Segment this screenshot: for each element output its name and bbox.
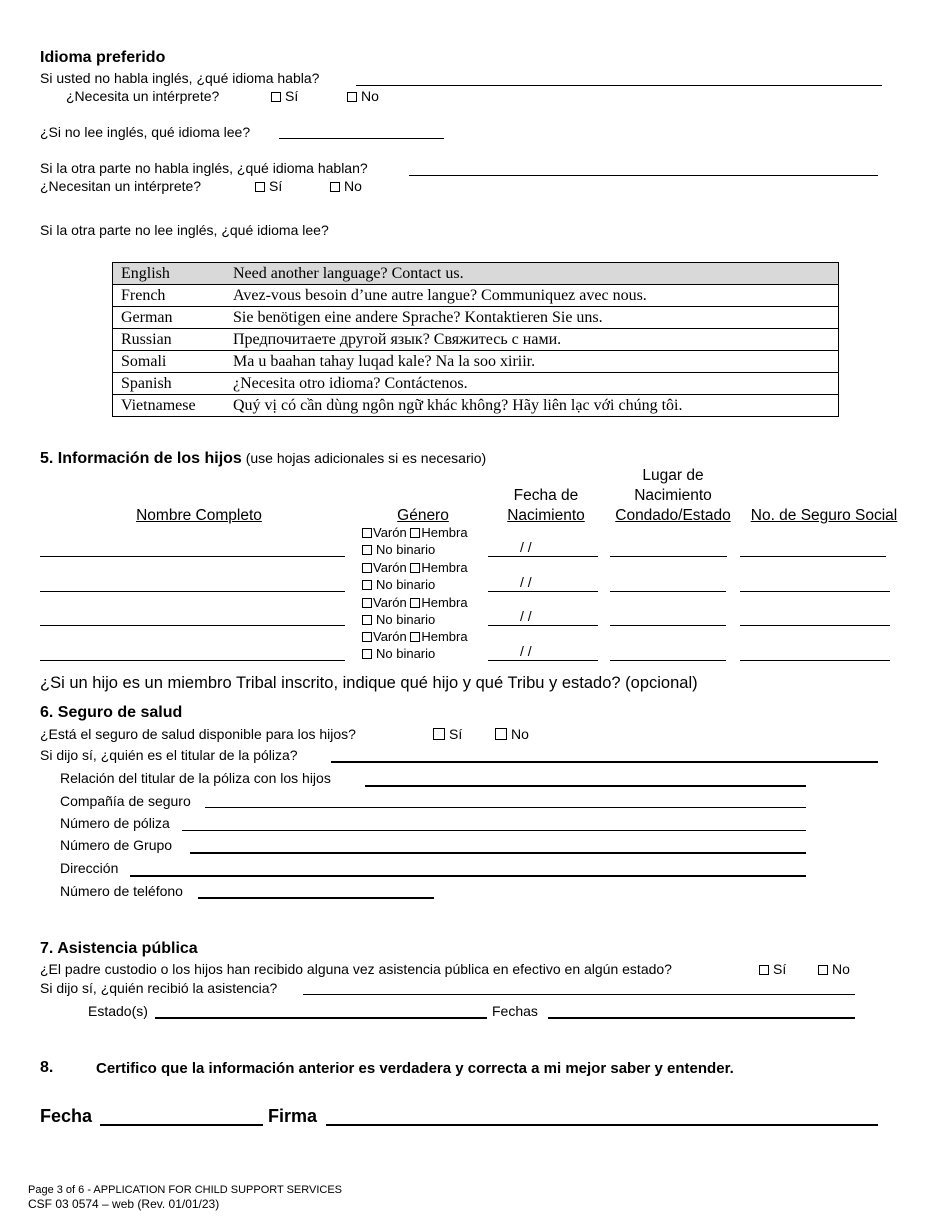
column-header-dob-line2: Nacimiento bbox=[507, 507, 585, 524]
address-label: Dirección bbox=[60, 860, 119, 876]
male-label: Varón bbox=[373, 560, 407, 575]
female-option[interactable] bbox=[410, 595, 467, 610]
female-checkbox[interactable] bbox=[410, 528, 420, 538]
male-label: Varón bbox=[373, 525, 407, 540]
assistance-who-field[interactable] bbox=[303, 994, 855, 995]
footer-page-info: Page 3 of 6 - APPLICATION FOR CHILD SUPPORT SERVICES bbox=[28, 1184, 343, 1196]
states-label: Estado(s) bbox=[88, 1003, 148, 1019]
female-checkbox[interactable] bbox=[410, 598, 420, 608]
insurance-yes-option[interactable] bbox=[433, 726, 462, 742]
child-birthplace-field[interactable] bbox=[610, 556, 727, 557]
no-label: No bbox=[361, 88, 379, 104]
dob-slashes: / / bbox=[520, 643, 532, 659]
male-option[interactable] bbox=[362, 629, 407, 644]
holder-relation-field[interactable] bbox=[365, 785, 806, 787]
health-insurance-heading: 6. Seguro de salud bbox=[40, 704, 183, 721]
female-label: Hembra bbox=[421, 560, 468, 575]
language-row bbox=[113, 263, 839, 285]
female-option[interactable] bbox=[410, 560, 467, 575]
assistance-who-label: Si dijo sí, ¿quién recibió la asistencia? bbox=[40, 980, 278, 996]
child-name-field[interactable] bbox=[40, 625, 345, 626]
language-row bbox=[113, 351, 839, 373]
nonbinary-checkbox[interactable] bbox=[362, 580, 372, 590]
language-name: French bbox=[113, 285, 226, 307]
other-interpreter-yes-checkbox[interactable] bbox=[255, 182, 265, 192]
male-checkbox[interactable] bbox=[362, 528, 372, 538]
insurance-no-option[interactable] bbox=[495, 726, 529, 742]
insurance-no-checkbox[interactable] bbox=[495, 728, 507, 740]
preferred-language-heading: Idioma preferido bbox=[40, 49, 166, 66]
phone-field[interactable] bbox=[198, 897, 434, 899]
dob-slashes: / / bbox=[520, 608, 532, 624]
nonbinary-option[interactable] bbox=[362, 541, 468, 558]
footer-form-number: CSF 03 0574 – web (Rev. 01/01/23) bbox=[28, 1197, 220, 1211]
read-language-label: ¿Si no lee inglés, qué idioma lee? bbox=[40, 124, 251, 140]
date-label: Fecha bbox=[40, 1106, 93, 1126]
assistance-yes-option[interactable] bbox=[759, 961, 786, 977]
male-checkbox[interactable] bbox=[362, 598, 372, 608]
group-number-field[interactable] bbox=[190, 852, 806, 854]
nonbinary-option[interactable] bbox=[362, 645, 468, 662]
language-text: Quý vị có cần dùng ngôn ngữ khác không? Hãy liên lạc với chúng tôi. bbox=[225, 395, 839, 417]
holder-relation-label: Relación del titular de la póliza con los hijos bbox=[60, 770, 331, 786]
child-dob-field[interactable] bbox=[488, 660, 598, 661]
read-language-field[interactable] bbox=[279, 138, 444, 139]
language-text: Ma u baahan tahay luqad kale? Na la soo xiriir. bbox=[225, 351, 839, 373]
interpreter-no-checkbox[interactable] bbox=[347, 92, 357, 102]
address-field[interactable] bbox=[130, 875, 806, 877]
male-option[interactable] bbox=[362, 560, 407, 575]
interpreter-label: ¿Necesita un intérprete? bbox=[66, 88, 220, 104]
language-name: English bbox=[113, 263, 226, 285]
child-birthplace-field[interactable] bbox=[610, 591, 726, 592]
language-text: ¿Necesita otro idioma? Contáctenos. bbox=[225, 373, 839, 395]
language-row bbox=[113, 329, 839, 351]
child-ssn-field[interactable] bbox=[740, 591, 890, 592]
child-ssn-field[interactable] bbox=[740, 556, 886, 557]
language-row bbox=[113, 285, 839, 307]
child-ssn-field[interactable] bbox=[740, 660, 890, 661]
yes-label: Sí bbox=[269, 178, 283, 194]
no-label: No bbox=[832, 961, 850, 977]
assistance-no-option[interactable] bbox=[818, 961, 850, 977]
child-ssn-field[interactable] bbox=[740, 625, 890, 626]
column-header-name: Nombre Completo bbox=[136, 507, 262, 524]
nonbinary-label: No binario bbox=[376, 612, 436, 627]
language-text: Sie benötigen eine andere Sprache? Kontaktieren Sie uns. bbox=[225, 307, 839, 329]
language-name: German bbox=[113, 307, 226, 329]
child-name-field[interactable] bbox=[40, 556, 345, 557]
nonbinary-checkbox[interactable] bbox=[362, 615, 372, 625]
public-assistance-question: ¿El padre custodio o los hijos han recibido alguna vez asistencia pública en efectivo en algún estado? bbox=[40, 961, 672, 977]
other-speak-label: Si la otra parte no habla inglés, ¿qué idioma hablan? bbox=[40, 160, 368, 176]
female-label: Hembra bbox=[421, 629, 468, 644]
nonbinary-option[interactable] bbox=[362, 611, 468, 628]
child-dob-field[interactable] bbox=[488, 556, 598, 557]
phone-label: Número de teléfono bbox=[60, 883, 183, 899]
speak-language-label: Si usted no habla inglés, ¿qué idioma habla? bbox=[40, 70, 320, 86]
column-header-birthplace bbox=[608, 466, 738, 526]
child-birthplace-field[interactable] bbox=[610, 660, 726, 661]
speak-language-field[interactable] bbox=[356, 85, 882, 86]
signature-field[interactable] bbox=[326, 1124, 878, 1126]
no-label: No bbox=[511, 726, 529, 742]
interpreter-no-option[interactable] bbox=[347, 88, 379, 104]
male-option[interactable] bbox=[362, 525, 407, 540]
male-checkbox[interactable] bbox=[362, 632, 372, 642]
column-header-birthplace-line2: Nacimiento bbox=[634, 487, 712, 504]
dates-field[interactable] bbox=[548, 1017, 855, 1019]
child-name-field[interactable] bbox=[40, 591, 345, 592]
female-label: Hembra bbox=[421, 595, 468, 610]
female-option[interactable] bbox=[410, 629, 467, 644]
other-speak-field[interactable] bbox=[409, 175, 878, 176]
other-interpreter-yes-option[interactable] bbox=[255, 178, 282, 194]
column-header-birthplace-line3: Condado/Estado bbox=[615, 507, 731, 524]
male-label: Varón bbox=[373, 629, 407, 644]
female-option[interactable] bbox=[410, 525, 467, 540]
children-heading: 5. Información de los hijos bbox=[40, 450, 242, 467]
language-row bbox=[113, 307, 839, 329]
male-checkbox[interactable] bbox=[362, 563, 372, 573]
column-header-dob bbox=[490, 486, 602, 526]
interpreter-yes-option[interactable] bbox=[271, 88, 298, 104]
column-header-ssn: No. de Seguro Social bbox=[750, 507, 898, 524]
language-name: Somali bbox=[113, 351, 226, 373]
female-label: Hembra bbox=[421, 525, 468, 540]
policy-number-label: Número de póliza bbox=[60, 815, 170, 831]
child-dob-field[interactable] bbox=[488, 591, 598, 592]
column-header-birthplace-line1: Lugar de bbox=[642, 467, 704, 484]
no-label: No bbox=[344, 178, 362, 194]
insurance-yes-checkbox[interactable] bbox=[433, 728, 445, 740]
male-label: Varón bbox=[373, 595, 407, 610]
interpreter-yes-checkbox[interactable] bbox=[271, 92, 281, 102]
date-field[interactable] bbox=[100, 1124, 263, 1126]
policy-holder-field[interactable] bbox=[331, 761, 878, 763]
column-header-gender: Género bbox=[397, 507, 449, 524]
child-dob-field[interactable] bbox=[488, 625, 598, 626]
male-option[interactable] bbox=[362, 595, 407, 610]
language-table bbox=[112, 262, 839, 417]
nonbinary-checkbox[interactable] bbox=[362, 649, 372, 659]
yes-label: Sí bbox=[773, 961, 787, 977]
yes-label: Sí bbox=[285, 88, 299, 104]
column-header-dob-line1: Fecha de bbox=[513, 487, 579, 504]
gender-options bbox=[362, 594, 468, 628]
policy-holder-label: Si dijo sí, ¿quién es el titular de la póliza? bbox=[40, 747, 298, 763]
language-name: Russian bbox=[113, 329, 226, 351]
dates-label: Fechas bbox=[492, 1003, 538, 1019]
signature-label: Firma bbox=[268, 1106, 318, 1126]
other-interpreter-no-checkbox[interactable] bbox=[330, 182, 340, 192]
language-row bbox=[113, 395, 839, 417]
insurance-available-label: ¿Está el seguro de salud disponible para los hijos? bbox=[40, 726, 356, 742]
nonbinary-label: No binario bbox=[376, 542, 436, 557]
other-interpreter-label: ¿Necesitan un intérprete? bbox=[40, 178, 202, 194]
dob-slashes: / / bbox=[520, 539, 532, 555]
certification-number: 8. bbox=[40, 1059, 54, 1076]
certification-statement: Certifico que la información anterior es verdadera y correcta a mi mejor saber y entender. bbox=[96, 1060, 734, 1077]
language-text: Предпочитаете другой язык? Свяжитесь с нами. bbox=[225, 329, 839, 351]
female-checkbox[interactable] bbox=[410, 632, 420, 642]
other-read-label: Si la otra parte no lee inglés, ¿qué idioma lee? bbox=[40, 222, 329, 238]
tribal-question: ¿Si un hijo es un miembro Tribal inscrito, indique qué hijo y qué Tribu y estado? (opcional) bbox=[40, 674, 698, 692]
female-checkbox[interactable] bbox=[410, 563, 420, 573]
policy-number-field[interactable] bbox=[182, 830, 806, 831]
other-interpreter-no-option[interactable] bbox=[330, 178, 362, 194]
yes-label: Sí bbox=[449, 726, 463, 742]
nonbinary-label: No binario bbox=[376, 646, 436, 661]
assistance-no-checkbox[interactable] bbox=[818, 965, 828, 975]
language-text: Need another language? Contact us. bbox=[225, 263, 839, 285]
nonbinary-option[interactable] bbox=[362, 576, 468, 593]
child-name-field[interactable] bbox=[40, 660, 345, 661]
public-assistance-heading: 7. Asistencia pública bbox=[40, 940, 198, 957]
children-heading-note: (use hojas adicionales si es necesario) bbox=[245, 450, 487, 466]
language-name: Spanish bbox=[113, 373, 226, 395]
children-section-header bbox=[40, 450, 486, 468]
nonbinary-checkbox[interactable] bbox=[362, 545, 372, 555]
child-birthplace-field[interactable] bbox=[610, 625, 726, 626]
language-text: Avez-vous besoin d’une autre langue? Communiquez avec nous. bbox=[225, 285, 839, 307]
language-row bbox=[113, 373, 839, 395]
insurance-company-label: Compañía de seguro bbox=[60, 793, 191, 809]
gender-options bbox=[362, 628, 468, 662]
assistance-yes-checkbox[interactable] bbox=[759, 965, 769, 975]
dob-slashes: / / bbox=[520, 574, 532, 590]
group-number-label: Número de Grupo bbox=[60, 837, 173, 853]
gender-options bbox=[362, 524, 468, 558]
nonbinary-label: No binario bbox=[376, 577, 436, 592]
language-name: Vietnamese bbox=[113, 395, 226, 417]
insurance-company-field[interactable] bbox=[205, 807, 806, 808]
gender-options bbox=[362, 559, 468, 593]
states-field[interactable] bbox=[155, 1017, 487, 1019]
